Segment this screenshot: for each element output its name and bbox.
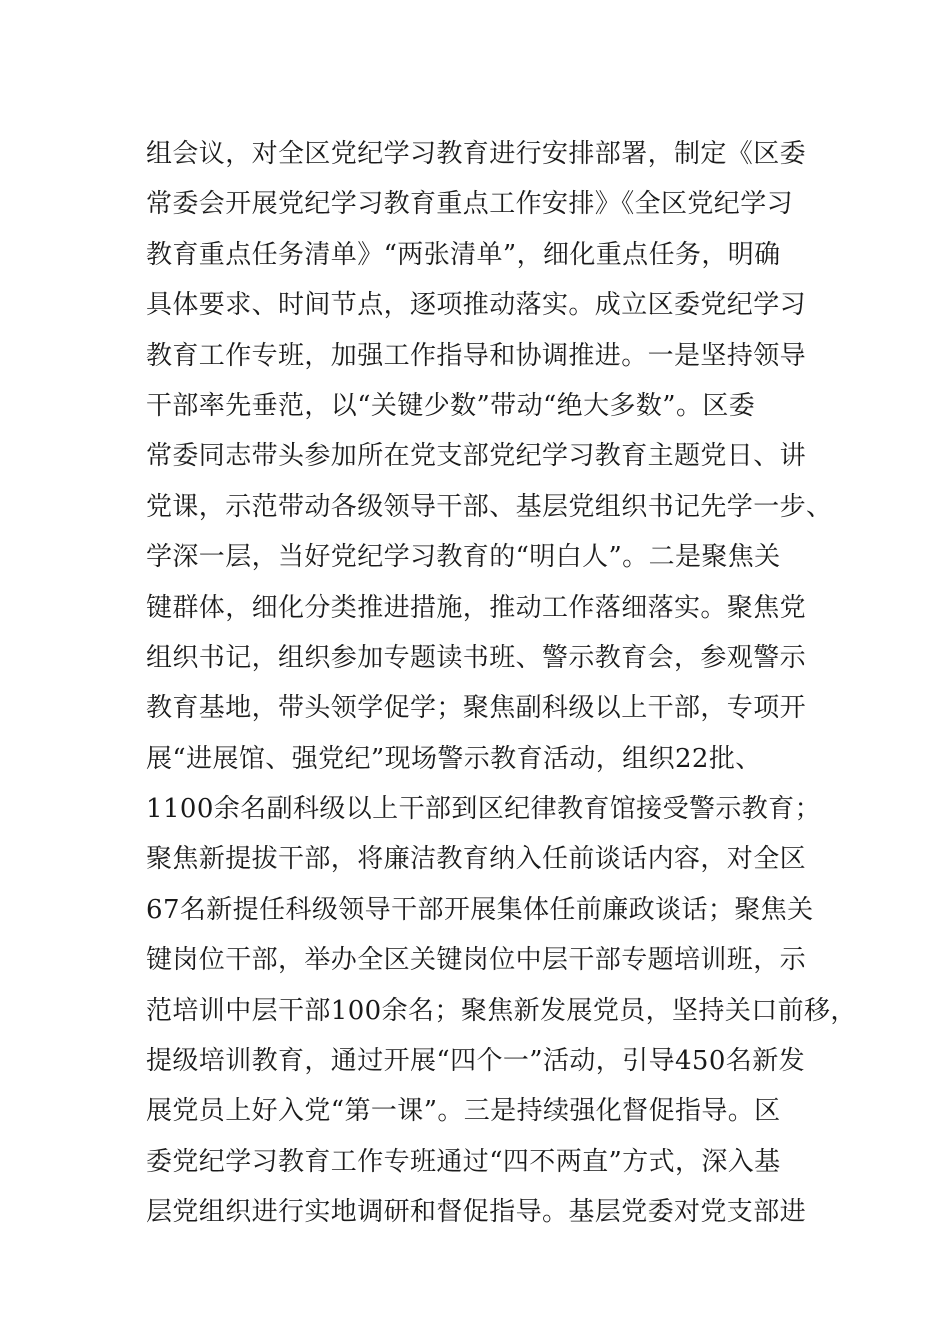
text-line-20: 展党员上好入党“第一课”。三是持续强化督促指导。区	[146, 1096, 781, 1127]
text-line-1: 组会议，对全区党纪学习教育进行安排部署，制定《区委	[146, 139, 807, 169]
text-line-22: 层党组织进行实地调研和督促指导。基层党委对党支部进	[146, 1197, 807, 1228]
text-line-14: 1100余名副科级以上干部到区纪律教育馆接受警示教育；	[146, 794, 821, 825]
text-line-10: 键群体，细化分类推进措施，推动工作落细落实。聚焦党	[146, 592, 807, 623]
body-text	[146, 129, 857, 1238]
text-line-2: 常委会开展党纪学习教育重点工作安排》《全区党纪学习	[146, 189, 794, 220]
text-line-19: 提级培训教育，通过开展“四个一”活动，引导450名新发	[146, 1046, 806, 1077]
text-line-6: 干部率先垂范，以“关键少数”带动“绝大多数”。区委	[146, 390, 756, 421]
text-line-15: 聚焦新提拔干部，将廉洁教育纳入任前谈话内容，对全区	[146, 844, 807, 875]
text-line-18: 范培训中层干部100余名；聚焦新发展党员，坚持关口前移，	[146, 995, 857, 1026]
text-line-8: 党课，示范带动各级领导干部、基层党组织书记先学一步、	[146, 491, 833, 522]
text-line-3: 教育重点任务清单》“两张清单”，细化重点任务，明确	[146, 239, 781, 270]
text-line-16: 67名新提任科级领导干部开展集体任前廉政谈话；聚焦关	[146, 894, 814, 925]
text-line-13: 展“进展馆、强党纪”现场警示教育活动，组织22批、	[146, 743, 762, 774]
text-line-17: 键岗位干部，举办全区关键岗位中层干部专题培训班，示	[146, 945, 807, 976]
text-line-4: 具体要求、时间节点，逐项推动落实。成立区委党纪学习	[146, 290, 807, 321]
text-line-21: 委党纪学习教育工作专班通过“四不两直”方式，深入基	[146, 1146, 781, 1177]
text-line-12: 教育基地，带头领学促学；聚焦副科级以上干部，专项开	[146, 693, 807, 724]
text-line-5: 教育工作专班，加强工作指导和协调推进。一是坚持领导	[146, 340, 807, 371]
text-line-11: 组织书记，组织参加专题读书班、警示教育会，参观警示	[146, 642, 807, 673]
text-line-7: 常委同志带头参加所在党支部党纪学习教育主题党日、讲	[146, 441, 807, 472]
text-line-9: 学深一层，当好党纪学习教育的“明白人”。二是聚焦关	[146, 542, 781, 573]
